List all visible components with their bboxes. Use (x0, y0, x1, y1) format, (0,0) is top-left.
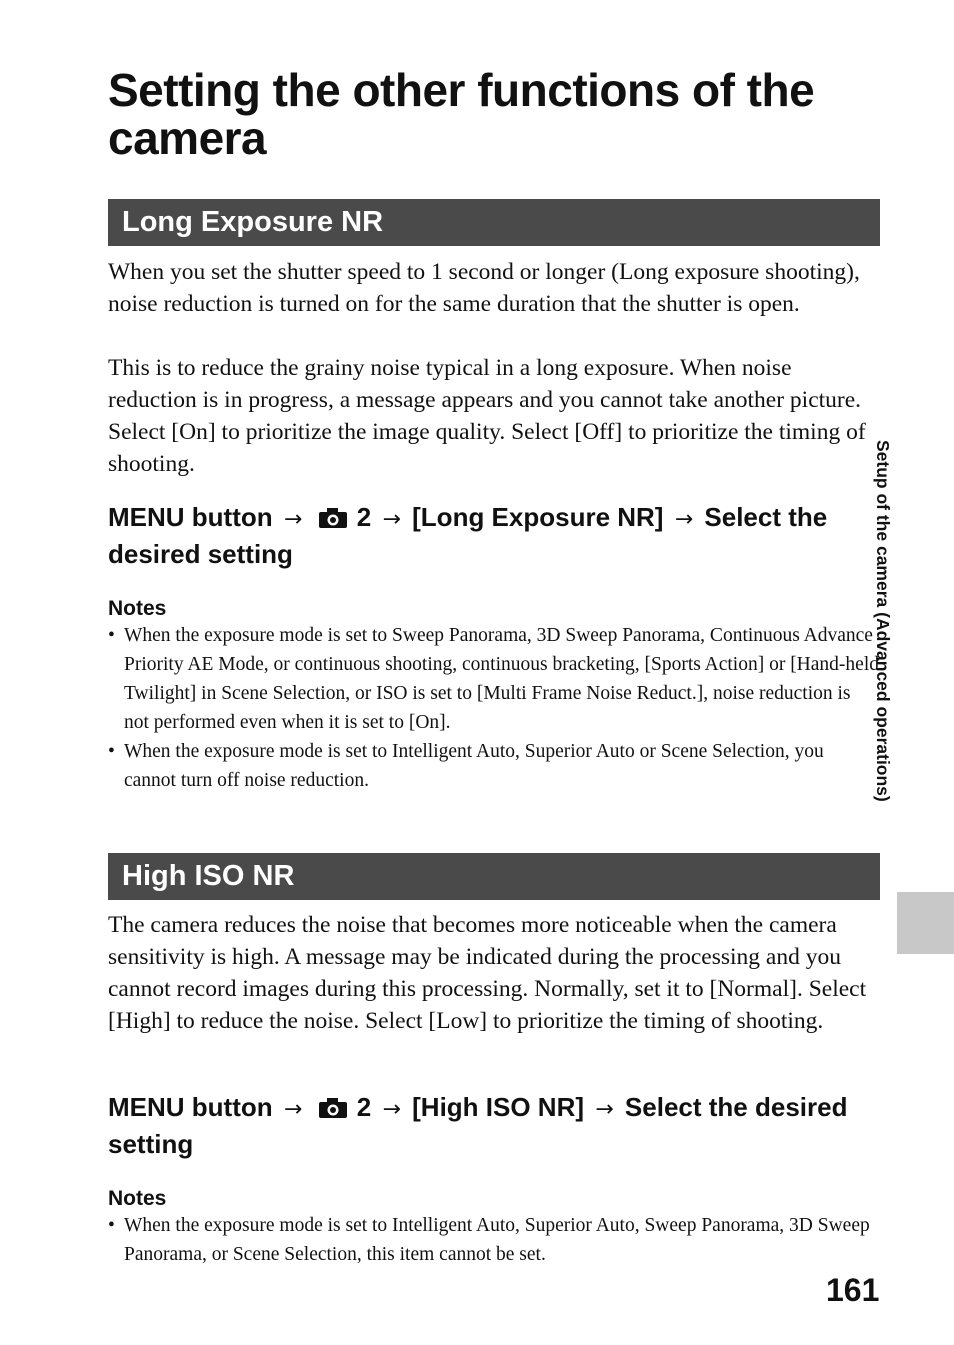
menu-tab-number: 2 (356, 502, 372, 532)
notes-list (108, 621, 880, 795)
long-exposure-paragraph-1: When you set the shutter speed to 1 second or longer (Long exposure shooting), noise reduction is turned on for the same duration that the shutter is open. (108, 259, 860, 317)
note-item: • When the exposure mode is set to Intelligent Auto, Superior Auto, Sweep Panorama, 3D Sweep Panorama, or Scene Selection, this item cannot be set. (108, 1211, 880, 1269)
section-heading-high-iso-nr: High ISO NR (108, 853, 880, 900)
arrow-right-icon: → (674, 507, 694, 532)
notes-heading: Notes (108, 1187, 167, 1210)
page-number: 161 (826, 1272, 880, 1308)
long-exposure-paragraph-2: This is to reduce the grainy noise typical in a long exposure. When noise reduction is in progress, a message appears and you cannot take another picture. Select [On] to prioritize the image quality. Select [Off] to prioritize the timing of shooting. (108, 355, 866, 477)
arrow-right-icon: → (382, 507, 401, 532)
page-title: Setting the other functions of the camera (108, 64, 815, 164)
menu-path-high-iso-nr (108, 1090, 868, 1162)
arrow-right-icon: → (283, 1097, 303, 1122)
camera-icon (318, 507, 348, 529)
note-item: • When the exposure mode is set to Intelligent Auto, Superior Auto or Scene Selection, you cannot turn off noise reduction. (108, 737, 880, 795)
menu-path-long-exposure-nr (108, 500, 868, 572)
high-iso-paragraph: The camera reduces the noise that becomes more noticeable when the camera sensitivity is high. A message may be indicated during the processing and you cannot record images during this processing. Normally, set it to [Normal]. Select [High] to reduce the noise. Select [Low] to prioritize the timing of shooting. (108, 912, 867, 1034)
notes-heading: Notes (108, 597, 167, 620)
arrow-right-icon: → (382, 1097, 401, 1122)
section-heading-long-exposure-nr: Long Exposure NR (108, 199, 880, 246)
camera-icon (318, 1097, 348, 1119)
side-chapter-tab (897, 892, 954, 954)
arrow-right-icon: → (283, 507, 303, 532)
menu-item-label: [High ISO NR] (412, 1092, 585, 1122)
menu-path-end: Select the desired setting (108, 502, 828, 569)
menu-item-label: [Long Exposure NR] (412, 502, 664, 532)
note-item: • When the exposure mode is set to Sweep Panorama, 3D Sweep Panorama, Continuous Advance Priority AE Mode, or continuous shooting, continuous bracketing, [Sports Action] or [Hand-held Twilight] in Scene Selection, or ISO is set to [Multi Frame Noise Reduct.], noise reduction is not performed even when it is set to [On]. (108, 621, 880, 737)
arrow-right-icon: → (595, 1097, 614, 1122)
side-chapter-label: Setup of the camera (Advanced operations) (873, 440, 893, 802)
menu-path-end: Select the desired setting (108, 1092, 848, 1159)
menu-tab-number: 2 (356, 1092, 372, 1122)
menu-button-label: MENU button (108, 1092, 273, 1122)
menu-button-label: MENU button (108, 502, 273, 532)
notes-list (108, 1211, 880, 1269)
